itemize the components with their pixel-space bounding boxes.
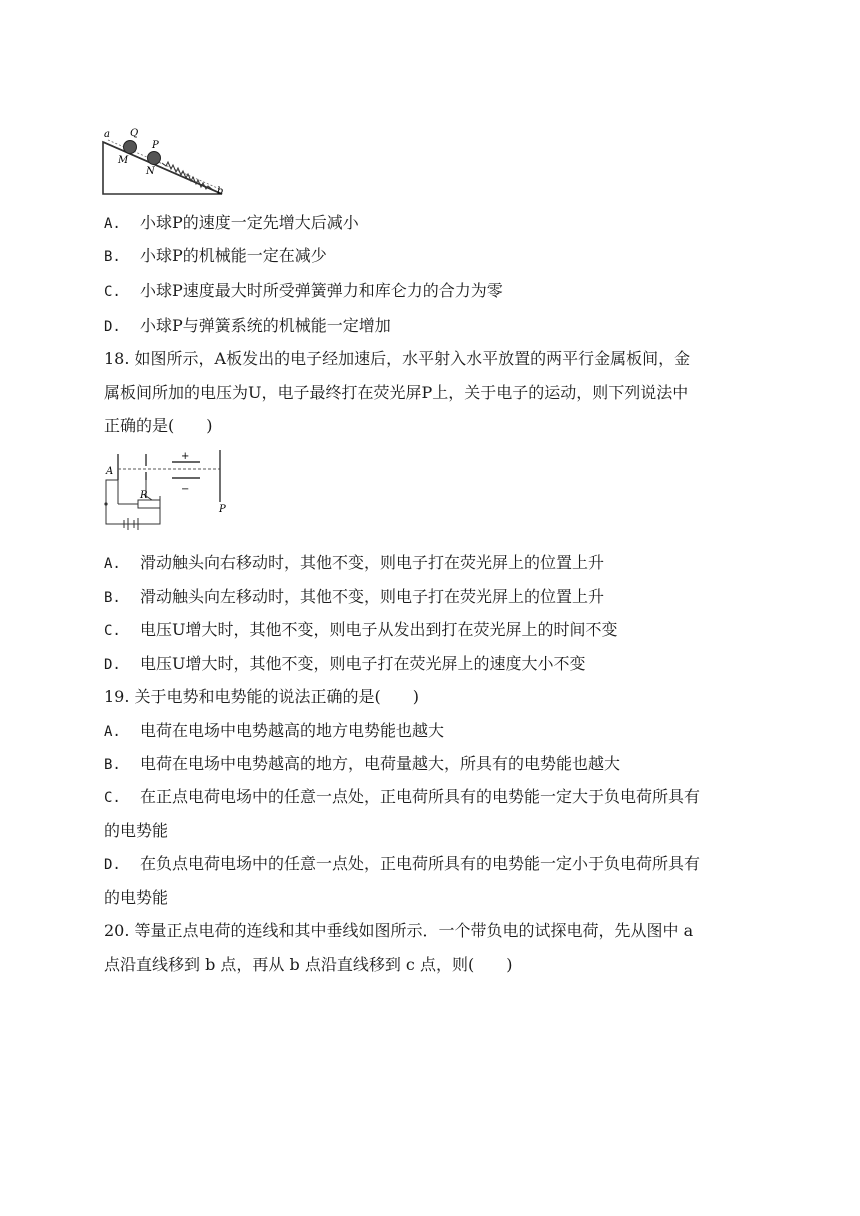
q17-option-b: B. 小球P的机械能一定在减少 — [104, 246, 327, 265]
q18-stem-line2: 属板间所加的电压为U，电子最终打在荧光屏P上，关于电子的运动，则下列说法中 — [104, 383, 689, 402]
q19-option-d-cont: 的电势能 — [104, 888, 169, 907]
minus-label: − — [181, 484, 190, 495]
incline-spring-figure — [100, 126, 230, 198]
q18-option-d: D. 电压U增大时，其他不变，则电子打在荧光屏上的速度大小不变 — [104, 654, 586, 673]
resistor-label: R — [140, 490, 148, 501]
label-N: N — [146, 166, 155, 177]
q20-stem-line1: 20. 等量正点电荷的连线和其中垂线如图所示．一个带负电的试探电荷，先从图中 a — [104, 921, 694, 940]
label-b: b — [217, 186, 224, 197]
q17-option-c: C. 小球P速度最大时所受弹簧弹力和库仑力的合力为零 — [104, 281, 503, 300]
q17-option-a: A. 小球P的速度一定先增大后减小 — [104, 213, 359, 232]
plus-label: + — [181, 451, 190, 462]
q19-option-d: D. 在负点电荷电场中的任意一点处，正电荷所具有的电势能一定小于负电荷所具有 — [104, 854, 701, 873]
plate-a-label: A — [106, 466, 114, 477]
label-a: a — [104, 129, 110, 140]
q18-stem-line3: 正确的是( ) — [104, 416, 213, 435]
q19-stem: 19. 关于电势和电势能的说法正确的是( ) — [104, 687, 420, 706]
q19-option-b: B. 电荷在电场中电势越高的地方，电荷量越大，所具有的电势能也越大 — [104, 754, 621, 773]
screen-label: P — [219, 504, 226, 515]
q18-option-c: C. 电压U增大时，其他不变，则电子从发出到打在荧光屏上的时间不变 — [104, 620, 618, 639]
q19-option-c-cont: 的电势能 — [104, 821, 169, 840]
q18-option-a: A. 滑动触头向右移动时，其他不变，则电子打在荧光屏上的位置上升 — [104, 553, 605, 572]
q17-option-d: D. 小球P与弹簧系统的机械能一定增加 — [104, 316, 391, 335]
q18-stem-line1: 18. 如图所示，A板发出的电子经加速后，水平射入水平放置的两平行金属板间，金 — [104, 349, 691, 368]
q18-option-b: B. 滑动触头向左移动时，其他不变，则电子打在荧光屏上的位置上升 — [104, 587, 605, 606]
label-P: P — [152, 140, 159, 151]
electron-deflection-figure — [100, 448, 235, 532]
q20-stem-line2: 点沿直线移到 b 点，再从 b 点沿直线移到 c 点，则( ) — [104, 955, 513, 974]
label-Q: Q — [130, 128, 139, 139]
q19-option-a: A. 电荷在电场中电势越高的地方电势能也越大 — [104, 721, 445, 740]
label-M: M — [118, 155, 129, 166]
q19-option-c: C. 在正点电荷电场中的任意一点处，正电荷所具有的电势能一定大于负电荷所具有 — [104, 787, 701, 806]
